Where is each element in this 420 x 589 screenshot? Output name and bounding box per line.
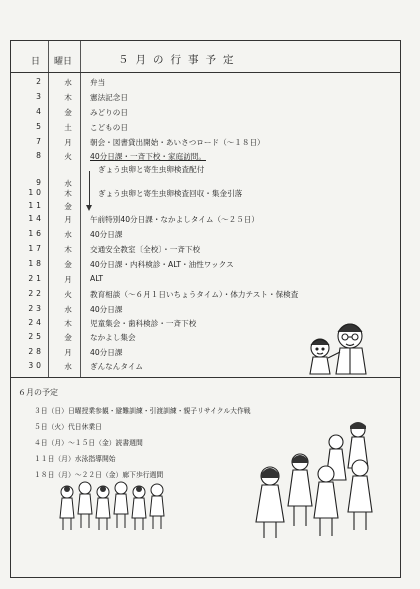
event-day: 18 [28,259,44,268]
event-row [0,77,410,92]
event-text: 40分日課 [90,348,123,357]
event-day: 3 [36,92,44,101]
event-row [0,244,410,259]
event-weekday: 水 [64,362,72,371]
event-row [0,107,410,122]
event-weekday: 土 [64,123,72,132]
event-row [0,304,410,319]
event-weekday: 木 [64,93,72,102]
event-day: 14 [28,214,44,223]
event-weekday: 月 [64,215,72,224]
event-row [0,259,410,274]
event-row [0,289,410,304]
event-text: 40分日課・一斉下校・家庭訪問。 [90,152,206,161]
teacher-child-illustration [300,318,378,376]
event-row [0,214,410,229]
event-day: 2 [36,77,44,86]
event-day: 10 [28,188,44,197]
event-weekday: 月 [64,348,72,357]
june-heading: ６月の予定 [18,388,58,397]
event-text: 午前特別40分日課・なかよしタイム（～２５日） [90,215,259,224]
event-day: 23 [28,304,44,313]
event-text: みどりの日 [90,108,128,117]
event-weekday: 水 [64,78,72,87]
event-text: ぎょう虫卵と寄生虫卵検査配付 [98,165,205,174]
page-title: ５月の行事予定 [118,54,241,66]
event-text: 40分日課・内科検診・ALT・油性ワックス [90,260,234,269]
event-row [0,122,410,137]
event-weekday: 金 [64,108,72,117]
event-text: こどもの日 [90,123,128,132]
event-text: 40分日課 [90,230,123,239]
event-weekday: 木 [64,245,72,254]
event-weekday: 月 [64,275,72,284]
event-day: 11 [28,201,44,210]
event-weekday: 金 [64,202,72,211]
event-weekday: 金 [64,260,72,269]
event-day: 16 [28,229,44,238]
children-group-large-illustration [240,418,390,540]
event-text: 児童集会・歯科検診・一斉下校 [90,319,197,328]
event-text: 40分日課 [90,305,123,314]
june-item: ５日（火）代日休業日 [34,423,102,431]
event-text: ALT [90,274,104,283]
event-weekday: 火 [64,152,72,161]
event-text: 教育相談（～６月１日いちょうタイム）・体力テスト・保検査 [90,290,299,299]
event-weekday: 木 [64,189,72,198]
event-weekday: 火 [64,290,72,299]
event-row [0,92,410,107]
event-text: ぎんなんタイム [90,362,144,371]
arrowhead-icon [86,205,92,211]
event-text: 交通安全教室〔全校〕・一斉下校 [90,245,201,254]
event-row [0,274,410,289]
event-weekday: 金 [64,333,72,342]
header-divider [11,72,400,73]
event-weekday: 水 [64,179,72,188]
event-row [0,137,410,152]
event-text: ぎょう虫卵と寄生虫卵検査回収・集金引落 [98,189,243,198]
section-divider [11,377,400,378]
event-weekday: 水 [64,230,72,239]
event-day: 8 [36,151,44,160]
event-day: 9 [36,178,44,187]
event-text: なかよし集会 [90,333,136,342]
event-weekday: 水 [64,305,72,314]
event-day: 28 [28,347,44,356]
event-day: 24 [28,318,44,327]
event-day: 5 [36,122,44,131]
event-day: 21 [28,274,44,283]
event-day: 7 [36,137,44,146]
event-text: 憲法記念日 [90,93,128,102]
event-row [0,164,410,179]
column-header-day: 日 [31,57,41,67]
continuation-arrow [89,171,91,207]
event-day: 22 [28,289,44,298]
event-day: 30 [28,361,44,370]
event-weekday: 木 [64,319,72,328]
event-weekday: 月 [64,138,72,147]
event-row [0,229,410,244]
june-item: ４日（月）～１５日（金）読書週間 [34,439,143,447]
june-item: １１日（月）水泳指導開始 [34,455,116,463]
event-text: 弁当 [90,78,106,87]
june-item: ３日（日）日曜授業参観・避難訓練・引渡訓練・親子リサイクル大作戦 [34,407,251,415]
event-text: 朝会・図書貸出開始・あいさつロード（～１８日） [90,138,265,147]
event-day: 17 [28,244,44,253]
event-day: 4 [36,107,44,116]
children-group-small-illustration [55,478,175,536]
column-header-weekday: 曜日 [54,57,73,67]
event-day: 25 [28,332,44,341]
june-item: １８日（月）～２２日（金）廊下歩行週間 [34,471,164,479]
